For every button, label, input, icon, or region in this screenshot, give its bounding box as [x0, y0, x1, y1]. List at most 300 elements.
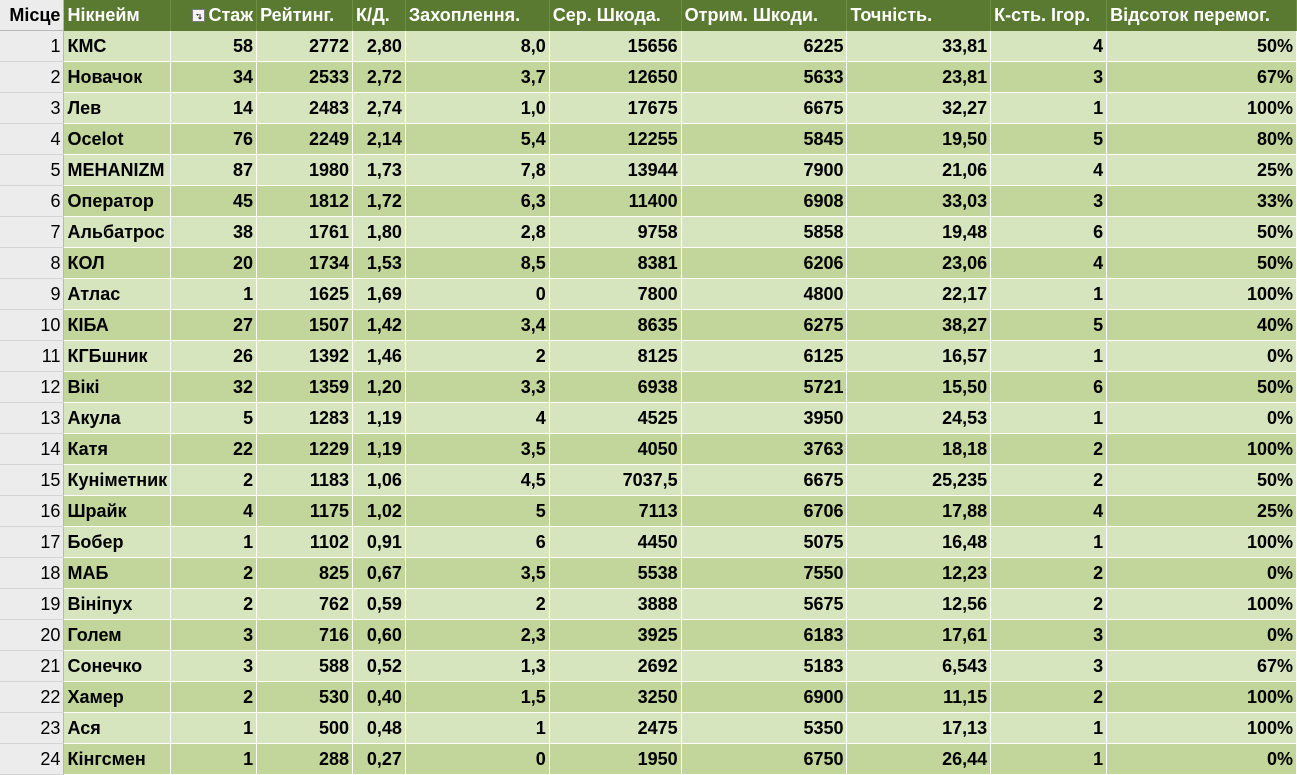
win-rate-cell[interactable]: 50% [1107, 31, 1297, 62]
win-rate-cell[interactable]: 0% [1107, 744, 1297, 775]
win-rate-cell[interactable]: 100% [1107, 279, 1297, 310]
win-rate-cell[interactable]: 0% [1107, 558, 1297, 589]
captures-cell[interactable]: 3,5 [405, 434, 549, 465]
column-header-label: Стаж [208, 5, 254, 26]
row-number[interactable]: 11 [0, 341, 64, 372]
row-number[interactable]: 2 [0, 62, 64, 93]
kd-cell[interactable]: 1,53 [352, 248, 405, 279]
kd-cell[interactable]: 0,52 [352, 651, 405, 682]
captures-cell[interactable]: 2 [405, 341, 549, 372]
accuracy-cell[interactable]: 33,03 [847, 186, 991, 217]
captures-cell[interactable]: 3,4 [405, 310, 549, 341]
kd-cell[interactable]: 1,72 [352, 186, 405, 217]
row-number[interactable]: 8 [0, 248, 64, 279]
rating-cell[interactable]: 500 [257, 713, 353, 744]
win-rate-cell[interactable]: 40% [1107, 310, 1297, 341]
experience-cell[interactable]: 1 [171, 744, 257, 775]
nickname-cell[interactable]: Катя [64, 434, 171, 465]
win-rate-cell[interactable]: 67% [1107, 62, 1297, 93]
rating-cell[interactable]: 2483 [257, 93, 353, 124]
rating-cell[interactable]: 1283 [257, 403, 353, 434]
column-header-rating[interactable] [257, 0, 353, 31]
column-header-nickname[interactable] [64, 0, 171, 31]
games-count-cell[interactable]: 1 [991, 713, 1107, 744]
row-number[interactable]: 17 [0, 527, 64, 558]
rating-cell[interactable]: 588 [257, 651, 353, 682]
captures-cell[interactable]: 0 [405, 744, 549, 775]
kd-cell[interactable]: 1,06 [352, 465, 405, 496]
column-header-kd[interactable] [352, 0, 405, 31]
games-count-cell[interactable]: 1 [991, 527, 1107, 558]
accuracy-cell[interactable]: 15,50 [847, 372, 991, 403]
accuracy-cell[interactable]: 33,81 [847, 31, 991, 62]
table-row [0, 155, 1297, 186]
rating-cell[interactable]: 1625 [257, 279, 353, 310]
accuracy-cell[interactable]: 26,44 [847, 744, 991, 775]
experience-cell[interactable]: 22 [171, 434, 257, 465]
row-number[interactable]: 5 [0, 155, 64, 186]
table-row [0, 496, 1297, 527]
damage-received-cell[interactable]: 5183 [681, 651, 847, 682]
avg-damage-cell[interactable]: 3888 [549, 589, 681, 620]
experience-cell[interactable]: 5 [171, 403, 257, 434]
row-number[interactable]: 3 [0, 93, 64, 124]
experience-cell[interactable]: 87 [171, 155, 257, 186]
table-row [0, 589, 1297, 620]
win-rate-cell[interactable]: 100% [1107, 434, 1297, 465]
avg-damage-cell[interactable]: 3250 [549, 682, 681, 713]
games-count-cell[interactable]: 1 [991, 403, 1107, 434]
row-number[interactable]: 19 [0, 589, 64, 620]
captures-cell[interactable]: 1,0 [405, 93, 549, 124]
experience-cell[interactable]: 45 [171, 186, 257, 217]
column-header-experience[interactable] [171, 0, 257, 31]
nickname-cell[interactable]: Шрайк [64, 496, 171, 527]
games-count-cell[interactable]: 4 [991, 248, 1107, 279]
win-rate-cell[interactable]: 0% [1107, 403, 1297, 434]
row-number[interactable]: 9 [0, 279, 64, 310]
damage-received-cell[interactable]: 7900 [681, 155, 847, 186]
experience-cell[interactable]: 1 [171, 527, 257, 558]
win-rate-cell[interactable]: 100% [1107, 527, 1297, 558]
rating-cell[interactable]: 2533 [257, 62, 353, 93]
win-rate-cell[interactable]: 50% [1107, 372, 1297, 403]
column-header-label: Сер. Шкода. [552, 5, 661, 26]
row-number[interactable]: 10 [0, 310, 64, 341]
games-count-cell[interactable]: 4 [991, 31, 1107, 62]
nickname-cell[interactable]: КІБА [64, 310, 171, 341]
games-count-cell[interactable]: 2 [991, 682, 1107, 713]
win-rate-cell[interactable]: 0% [1107, 341, 1297, 372]
kd-cell[interactable]: 1,42 [352, 310, 405, 341]
rating-cell[interactable]: 1229 [257, 434, 353, 465]
captures-cell[interactable]: 1,5 [405, 682, 549, 713]
kd-cell[interactable]: 2,74 [352, 93, 405, 124]
captures-cell[interactable]: 2,8 [405, 217, 549, 248]
rating-cell[interactable]: 1392 [257, 341, 353, 372]
avg-damage-cell[interactable]: 15656 [549, 31, 681, 62]
table-row [0, 527, 1297, 558]
captures-cell[interactable]: 3,7 [405, 62, 549, 93]
rating-cell[interactable]: 762 [257, 589, 353, 620]
captures-cell[interactable]: 4,5 [405, 465, 549, 496]
damage-received-cell[interactable]: 4800 [681, 279, 847, 310]
games-count-cell[interactable]: 3 [991, 62, 1107, 93]
avg-damage-cell[interactable]: 17675 [549, 93, 681, 124]
row-number[interactable]: 1 [0, 31, 64, 62]
accuracy-cell[interactable]: 32,27 [847, 93, 991, 124]
row-number[interactable]: 12 [0, 372, 64, 403]
row-number[interactable]: 4 [0, 124, 64, 155]
captures-cell[interactable]: 5 [405, 496, 549, 527]
kd-cell[interactable]: 0,27 [352, 744, 405, 775]
rating-cell[interactable]: 530 [257, 682, 353, 713]
column-header-label: К/Д. [355, 5, 390, 26]
nickname-cell[interactable]: Куніметник [64, 465, 171, 496]
games-count-cell[interactable]: 3 [991, 186, 1107, 217]
column-header-captures[interactable] [405, 0, 549, 31]
rating-cell[interactable]: 1507 [257, 310, 353, 341]
damage-received-cell[interactable]: 6675 [681, 93, 847, 124]
damage-received-cell[interactable]: 5721 [681, 372, 847, 403]
experience-cell[interactable]: 2 [171, 465, 257, 496]
games-count-cell[interactable]: 1 [991, 279, 1107, 310]
games-count-cell[interactable]: 3 [991, 620, 1107, 651]
avg-damage-cell[interactable]: 4050 [549, 434, 681, 465]
kd-cell[interactable]: 1,19 [352, 434, 405, 465]
accuracy-cell[interactable]: 17,88 [847, 496, 991, 527]
kd-cell[interactable]: 1,02 [352, 496, 405, 527]
games-count-cell[interactable]: 5 [991, 310, 1107, 341]
kd-cell[interactable]: 0,48 [352, 713, 405, 744]
table-row [0, 31, 1297, 62]
sort-filter-icon[interactable] [192, 9, 205, 22]
table-body [0, 31, 1297, 775]
nickname-cell[interactable]: Альбатрос [64, 217, 171, 248]
games-count-cell[interactable]: 2 [991, 434, 1107, 465]
corner-cell-place-label[interactable]: Місце [0, 0, 64, 31]
nickname-cell[interactable]: Лев [64, 93, 171, 124]
experience-cell[interactable]: 4 [171, 496, 257, 527]
column-header-label: Захоплення. [408, 5, 521, 26]
avg-damage-cell[interactable]: 13944 [549, 155, 681, 186]
experience-cell[interactable]: 27 [171, 310, 257, 341]
experience-cell[interactable]: 58 [171, 31, 257, 62]
captures-cell[interactable]: 7,8 [405, 155, 549, 186]
kd-cell[interactable]: 1,80 [352, 217, 405, 248]
games-count-cell[interactable]: 1 [991, 744, 1107, 775]
column-header-damage-received[interactable] [681, 0, 847, 31]
damage-received-cell[interactable]: 5350 [681, 713, 847, 744]
nickname-cell[interactable]: Хамер [64, 682, 171, 713]
experience-cell[interactable]: 3 [171, 620, 257, 651]
damage-received-cell[interactable]: 6275 [681, 310, 847, 341]
damage-received-cell[interactable]: 6750 [681, 744, 847, 775]
damage-received-cell[interactable]: 6900 [681, 682, 847, 713]
experience-cell[interactable]: 26 [171, 341, 257, 372]
rating-cell[interactable]: 1761 [257, 217, 353, 248]
accuracy-cell[interactable]: 25,235 [847, 465, 991, 496]
damage-received-cell[interactable]: 3763 [681, 434, 847, 465]
games-count-cell[interactable]: 1 [991, 341, 1107, 372]
accuracy-cell[interactable]: 21,06 [847, 155, 991, 186]
accuracy-cell[interactable]: 12,56 [847, 589, 991, 620]
captures-cell[interactable]: 6,3 [405, 186, 549, 217]
table-row [0, 651, 1297, 682]
win-rate-cell[interactable]: 33% [1107, 186, 1297, 217]
experience-cell[interactable]: 76 [171, 124, 257, 155]
nickname-cell[interactable]: КОЛ [64, 248, 171, 279]
avg-damage-cell[interactable]: 5538 [549, 558, 681, 589]
rating-cell[interactable]: 1359 [257, 372, 353, 403]
rating-cell[interactable]: 1183 [257, 465, 353, 496]
captures-cell[interactable]: 8,0 [405, 31, 549, 62]
captures-cell[interactable]: 2,3 [405, 620, 549, 651]
column-header-label: Отрим. Шкоди. [684, 5, 818, 26]
damage-received-cell[interactable]: 5633 [681, 62, 847, 93]
avg-damage-cell[interactable]: 4450 [549, 527, 681, 558]
avg-damage-cell[interactable]: 12255 [549, 124, 681, 155]
kd-cell[interactable]: 1,69 [352, 279, 405, 310]
kd-cell[interactable]: 1,20 [352, 372, 405, 403]
win-rate-cell[interactable]: 50% [1107, 217, 1297, 248]
win-rate-cell[interactable]: 80% [1107, 124, 1297, 155]
row-number[interactable]: 18 [0, 558, 64, 589]
damage-received-cell[interactable]: 3950 [681, 403, 847, 434]
column-header-label: Нікнейм [67, 5, 140, 26]
kd-cell[interactable]: 0,59 [352, 589, 405, 620]
avg-damage-cell[interactable]: 8381 [549, 248, 681, 279]
win-rate-cell[interactable]: 50% [1107, 465, 1297, 496]
row-number[interactable]: 23 [0, 713, 64, 744]
captures-cell[interactable]: 3,3 [405, 372, 549, 403]
damage-received-cell[interactable]: 6225 [681, 31, 847, 62]
games-count-cell[interactable]: 2 [991, 558, 1107, 589]
row-number[interactable]: 22 [0, 682, 64, 713]
row-number[interactable]: 13 [0, 403, 64, 434]
table-row [0, 217, 1297, 248]
damage-received-cell[interactable]: 6908 [681, 186, 847, 217]
nickname-cell[interactable]: КМС [64, 31, 171, 62]
rating-cell[interactable]: 825 [257, 558, 353, 589]
experience-cell[interactable]: 2 [171, 589, 257, 620]
rating-cell[interactable]: 1734 [257, 248, 353, 279]
avg-damage-cell[interactable]: 2692 [549, 651, 681, 682]
nickname-cell[interactable]: Акула [64, 403, 171, 434]
accuracy-cell[interactable]: 11,15 [847, 682, 991, 713]
kd-cell[interactable]: 2,14 [352, 124, 405, 155]
damage-received-cell[interactable]: 5075 [681, 527, 847, 558]
accuracy-cell[interactable]: 38,27 [847, 310, 991, 341]
row-number[interactable]: 24 [0, 744, 64, 775]
experience-cell[interactable]: 3 [171, 651, 257, 682]
captures-cell[interactable]: 0 [405, 279, 549, 310]
captures-cell[interactable]: 2 [405, 589, 549, 620]
nickname-cell[interactable]: Кінгсмен [64, 744, 171, 775]
column-header-label: Рейтинг. [260, 5, 335, 26]
damage-received-cell[interactable]: 6125 [681, 341, 847, 372]
table-row [0, 248, 1297, 279]
avg-damage-cell[interactable]: 4525 [549, 403, 681, 434]
win-rate-cell[interactable]: 67% [1107, 651, 1297, 682]
win-rate-cell[interactable]: 100% [1107, 682, 1297, 713]
games-count-cell[interactable]: 1 [991, 93, 1107, 124]
kd-cell[interactable]: 0,91 [352, 527, 405, 558]
damage-received-cell[interactable]: 5858 [681, 217, 847, 248]
accuracy-cell[interactable]: 19,50 [847, 124, 991, 155]
nickname-cell[interactable]: MEHANIZM [64, 155, 171, 186]
accuracy-cell[interactable]: 17,61 [847, 620, 991, 651]
header-row [0, 0, 1297, 31]
games-count-cell[interactable]: 2 [991, 589, 1107, 620]
accuracy-cell[interactable]: 16,57 [847, 341, 991, 372]
experience-cell[interactable]: 14 [171, 93, 257, 124]
avg-damage-cell[interactable]: 7800 [549, 279, 681, 310]
row-number[interactable]: 16 [0, 496, 64, 527]
damage-received-cell[interactable]: 6206 [681, 248, 847, 279]
row-number[interactable]: 20 [0, 620, 64, 651]
nickname-cell[interactable]: МАБ [64, 558, 171, 589]
avg-damage-cell[interactable]: 11400 [549, 186, 681, 217]
experience-cell[interactable]: 2 [171, 682, 257, 713]
games-count-cell[interactable]: 4 [991, 496, 1107, 527]
experience-cell[interactable]: 1 [171, 279, 257, 310]
experience-cell[interactable]: 2 [171, 558, 257, 589]
accuracy-cell[interactable]: 12,23 [847, 558, 991, 589]
table-row [0, 186, 1297, 217]
nickname-cell[interactable]: Бобер [64, 527, 171, 558]
captures-cell[interactable]: 6 [405, 527, 549, 558]
accuracy-cell[interactable]: 23,06 [847, 248, 991, 279]
damage-received-cell[interactable]: 7550 [681, 558, 847, 589]
column-header-avg-damage[interactable] [549, 0, 681, 31]
nickname-cell[interactable]: Оператор [64, 186, 171, 217]
win-rate-cell[interactable]: 100% [1107, 93, 1297, 124]
damage-received-cell[interactable]: 5845 [681, 124, 847, 155]
kd-cell[interactable]: 1,19 [352, 403, 405, 434]
damage-received-cell[interactable]: 6183 [681, 620, 847, 651]
captures-cell[interactable]: 4 [405, 403, 549, 434]
table-row [0, 93, 1297, 124]
table-row [0, 744, 1297, 775]
accuracy-cell[interactable]: 6,543 [847, 651, 991, 682]
experience-cell[interactable]: 38 [171, 217, 257, 248]
win-rate-cell[interactable]: 25% [1107, 155, 1297, 186]
row-number[interactable]: 21 [0, 651, 64, 682]
kd-cell[interactable]: 0,40 [352, 682, 405, 713]
win-rate-cell[interactable]: 0% [1107, 620, 1297, 651]
kd-cell[interactable]: 2,80 [352, 31, 405, 62]
table-row [0, 124, 1297, 155]
kd-cell[interactable]: 0,67 [352, 558, 405, 589]
rating-cell[interactable]: 288 [257, 744, 353, 775]
nickname-cell[interactable]: Новачок [64, 62, 171, 93]
kd-cell[interactable]: 2,72 [352, 62, 405, 93]
win-rate-cell[interactable]: 100% [1107, 589, 1297, 620]
accuracy-cell[interactable]: 17,13 [847, 713, 991, 744]
row-number[interactable]: 7 [0, 217, 64, 248]
rating-cell[interactable]: 1102 [257, 527, 353, 558]
experience-cell[interactable]: 34 [171, 62, 257, 93]
damage-received-cell[interactable]: 5675 [681, 589, 847, 620]
damage-received-cell[interactable]: 6675 [681, 465, 847, 496]
table-row [0, 465, 1297, 496]
games-count-cell[interactable]: 3 [991, 651, 1107, 682]
table-row [0, 558, 1297, 589]
captures-cell[interactable]: 8,5 [405, 248, 549, 279]
avg-damage-cell[interactable]: 6938 [549, 372, 681, 403]
avg-damage-cell[interactable]: 8125 [549, 341, 681, 372]
avg-damage-cell[interactable]: 12650 [549, 62, 681, 93]
games-count-cell[interactable]: 6 [991, 217, 1107, 248]
win-rate-cell[interactable]: 100% [1107, 713, 1297, 744]
accuracy-cell[interactable]: 24,53 [847, 403, 991, 434]
avg-damage-cell[interactable]: 7037,5 [549, 465, 681, 496]
column-header-win-rate[interactable] [1107, 0, 1297, 31]
captures-cell[interactable]: 1,3 [405, 651, 549, 682]
column-header-accuracy[interactable] [847, 0, 991, 31]
rating-cell[interactable]: 1980 [257, 155, 353, 186]
rating-cell[interactable]: 1175 [257, 496, 353, 527]
rating-cell[interactable]: 716 [257, 620, 353, 651]
win-rate-cell[interactable]: 25% [1107, 496, 1297, 527]
avg-damage-cell[interactable]: 3925 [549, 620, 681, 651]
accuracy-cell[interactable]: 23,81 [847, 62, 991, 93]
avg-damage-cell[interactable]: 2475 [549, 713, 681, 744]
accuracy-cell[interactable]: 19,48 [847, 217, 991, 248]
games-count-cell[interactable]: 5 [991, 124, 1107, 155]
avg-damage-cell[interactable]: 1950 [549, 744, 681, 775]
kd-cell[interactable]: 1,73 [352, 155, 405, 186]
captures-cell[interactable]: 5,4 [405, 124, 549, 155]
accuracy-cell[interactable]: 22,17 [847, 279, 991, 310]
games-count-cell[interactable]: 2 [991, 465, 1107, 496]
nickname-cell[interactable]: Ocelot [64, 124, 171, 155]
nickname-cell[interactable]: Сонечко [64, 651, 171, 682]
nickname-cell[interactable]: Вініпух [64, 589, 171, 620]
kd-cell[interactable]: 1,46 [352, 341, 405, 372]
nickname-cell[interactable]: Вікі [64, 372, 171, 403]
kd-cell[interactable]: 0,60 [352, 620, 405, 651]
row-number[interactable]: 6 [0, 186, 64, 217]
row-number[interactable]: 14 [0, 434, 64, 465]
row-number[interactable]: 15 [0, 465, 64, 496]
column-header-label: Відсоток перемог. [1110, 5, 1270, 26]
damage-received-cell[interactable]: 6706 [681, 496, 847, 527]
nickname-cell[interactable]: Ася [64, 713, 171, 744]
avg-damage-cell[interactable]: 7113 [549, 496, 681, 527]
captures-cell[interactable]: 3,5 [405, 558, 549, 589]
win-rate-cell[interactable]: 50% [1107, 248, 1297, 279]
accuracy-cell[interactable]: 16,48 [847, 527, 991, 558]
experience-cell[interactable]: 1 [171, 713, 257, 744]
avg-damage-cell[interactable]: 8635 [549, 310, 681, 341]
nickname-cell[interactable]: Голем [64, 620, 171, 651]
column-header-games-count[interactable] [991, 0, 1107, 31]
rating-cell[interactable]: 2772 [257, 31, 353, 62]
accuracy-cell[interactable]: 18,18 [847, 434, 991, 465]
nickname-cell[interactable]: КГБшник [64, 341, 171, 372]
nickname-cell[interactable]: Атлас [64, 279, 171, 310]
rating-cell[interactable]: 2249 [257, 124, 353, 155]
avg-damage-cell[interactable]: 9758 [549, 217, 681, 248]
games-count-cell[interactable]: 6 [991, 372, 1107, 403]
experience-cell[interactable]: 20 [171, 248, 257, 279]
rating-cell[interactable]: 1812 [257, 186, 353, 217]
captures-cell[interactable]: 1 [405, 713, 549, 744]
experience-cell[interactable]: 32 [171, 372, 257, 403]
games-count-cell[interactable]: 4 [991, 155, 1107, 186]
